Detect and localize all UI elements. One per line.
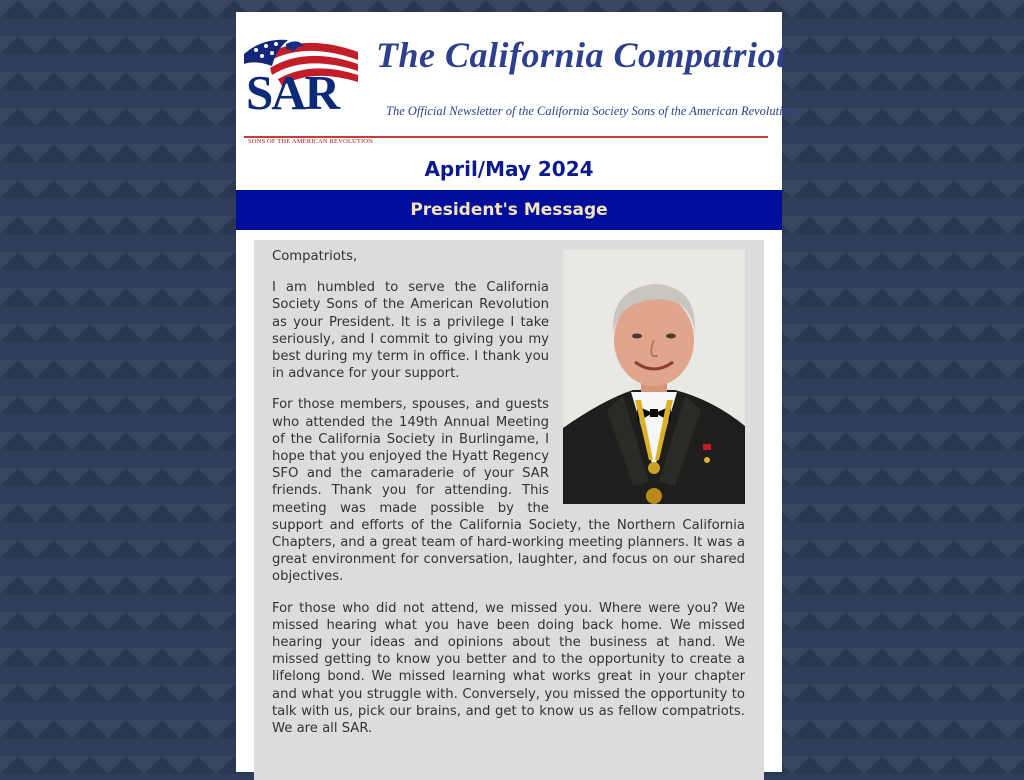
sar-logo[interactable] (242, 34, 373, 145)
masthead (236, 12, 796, 147)
newsletter-title: The California Compatriot (376, 35, 787, 75)
logo-subtext: SONS OF THE AMERICAN REVOLUTION (248, 138, 373, 145)
masthead-divider (244, 136, 768, 138)
article-paragraph-2: For those members, spouses, and guests who attended the 149th Annual Meeting of the California Society in Burlingame, I hope that you enjoyed the Hyatt Regency SFO and the camaraderie of your SAR friends. Thank you for attending. This meeting was made possible by the support and efforts of the California Society, the Northern California Chapters, and a great team of hard-working meeting planners. It was a great environment for conversation, laughter, and focus on our shared objectives. (272, 397, 745, 585)
section-header-bar (236, 190, 782, 230)
issue-date: April/May 2024 (424, 157, 594, 181)
article-body (272, 248, 745, 751)
article-salutation: Compatriots, (272, 249, 358, 264)
newsletter-subtitle: The Official Newsletter of the California Society Sons of the American Revolution (386, 104, 796, 118)
logo-sar-text: SAR (246, 65, 339, 120)
article-paragraph-3: For those who did not attend, we missed you. Where were you? We missed hearing what you have been doing back home. We missed hearing your ideas and opinions about the business at hand. We missed getting to know you better and to the opportunity to create a lifelong bond. We missed learning what works great in your chapter and what you struggle with. Conversely, you missed the opportunity to talk with us, pick our brains, and get to know us as fellow compatriots. We are all SAR. (272, 600, 745, 737)
section-title: President's Message (410, 200, 608, 220)
article-container (254, 240, 764, 780)
photo-spacer (549, 248, 745, 510)
article-paragraph-1: I am humbled to serve the California Society Sons of the American Revolution as your President. It is a privilege I take seriously, and I commit to giving you my best during my term in office. I thank you in advance for your support. (272, 280, 549, 382)
newsletter-page (236, 12, 796, 772)
